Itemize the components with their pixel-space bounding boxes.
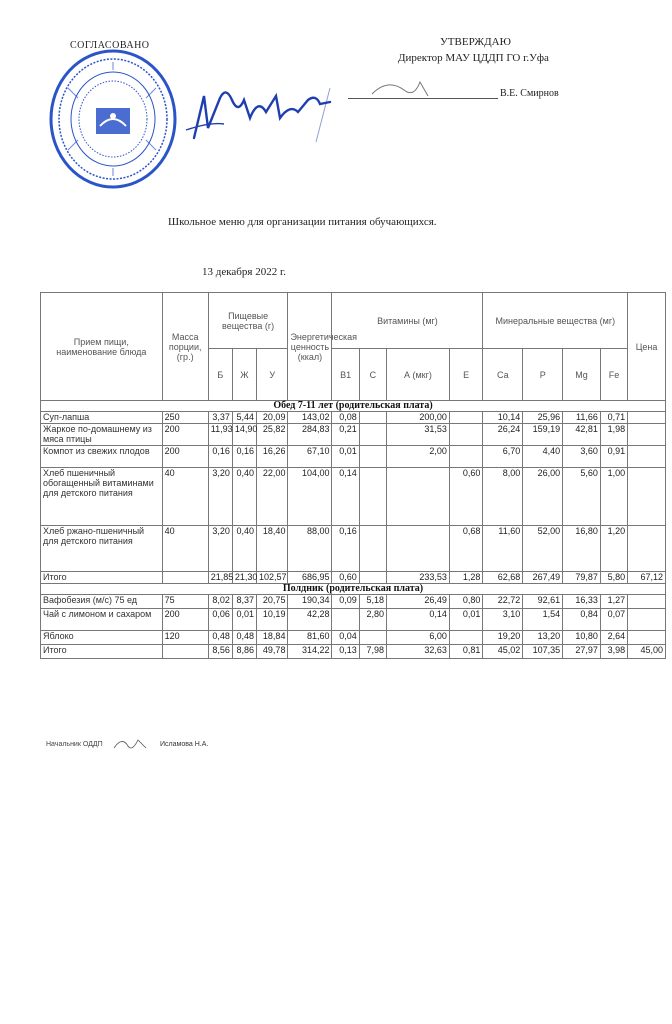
cell-price (628, 595, 666, 609)
cell-p: 4,40 (523, 446, 563, 468)
cell-fe: 1,20 (600, 526, 627, 572)
cell-fe: 2,64 (600, 631, 627, 645)
header-e: Е (449, 349, 483, 401)
footer-position: Начальник ОДДП (46, 741, 103, 748)
cell-u: 49,78 (256, 645, 287, 659)
approve-label: УТВЕРЖДАЮ (440, 36, 511, 48)
cell-a: 31,53 (386, 424, 449, 446)
cell-energy: 104,00 (288, 468, 332, 526)
footer-signature-icon (112, 734, 156, 752)
cell-ca: 8,00 (483, 468, 523, 526)
header-energy: Энергетическая ценность (ккал) (288, 293, 332, 401)
cell-mg: 16,33 (563, 595, 601, 609)
menu-table-body (41, 401, 666, 659)
header-fe: Fe (600, 349, 627, 401)
cell-energy: 81,60 (288, 631, 332, 645)
cell-p: 159,19 (523, 424, 563, 446)
cell-b: 3,20 (208, 526, 232, 572)
approve-position: Директор МАУ ЦДДП ГО г.Уфа (398, 52, 549, 64)
dish-name: Суп-лапша (41, 412, 163, 424)
cell-u: 18,40 (256, 526, 287, 572)
cell-a: 233,53 (386, 572, 449, 584)
table-row (41, 609, 666, 631)
cell-zh: 0,40 (232, 468, 256, 526)
cell-e: 0,60 (449, 468, 483, 526)
cell-p: 26,00 (523, 468, 563, 526)
cell-b1: 0,01 (332, 446, 359, 468)
dish-name: Итого (41, 572, 163, 584)
cell-zh: 14,90 (232, 424, 256, 446)
cell-price (628, 631, 666, 645)
header-zh: Ж (232, 349, 256, 401)
cell-u: 25,82 (256, 424, 287, 446)
footer-name: Исламова Н.А. (160, 741, 209, 748)
cell-c: 5,18 (359, 595, 386, 609)
cell-c (359, 424, 386, 446)
header-a: А (мкг) (386, 349, 449, 401)
cell-mg: 5,60 (563, 468, 601, 526)
cell-u: 10,19 (256, 609, 287, 631)
cell-b: 11,93 (208, 424, 232, 446)
cell-mg: 0,84 (563, 609, 601, 631)
cell-ca: 22,72 (483, 595, 523, 609)
signature-line (348, 98, 498, 99)
table-row (41, 446, 666, 468)
page-title: Школьное меню для организации питания обучающихся. (168, 216, 437, 228)
cell-p: 25,96 (523, 412, 563, 424)
cell-mg: 79,87 (563, 572, 601, 584)
cell-price (628, 609, 666, 631)
cell-fe: 5,80 (600, 572, 627, 584)
dish-name: Итого (41, 645, 163, 659)
cell-fe: 0,91 (600, 446, 627, 468)
table-row (41, 412, 666, 424)
signature-right-icon (368, 72, 448, 100)
cell-e (449, 412, 483, 424)
cell-ca: 6,70 (483, 446, 523, 468)
cell-zh: 8,86 (232, 645, 256, 659)
cell-energy: 686,95 (288, 572, 332, 584)
cell-e: 0,01 (449, 609, 483, 631)
cell-mass: 75 (162, 595, 208, 609)
cell-b: 0,06 (208, 609, 232, 631)
cell-p: 92,61 (523, 595, 563, 609)
cell-e (449, 446, 483, 468)
cell-b1: 0,13 (332, 645, 359, 659)
cell-a (386, 526, 449, 572)
cell-mass (162, 645, 208, 659)
cell-a: 6,00 (386, 631, 449, 645)
cell-energy: 67,10 (288, 446, 332, 468)
cell-c (359, 572, 386, 584)
header-mg: Mg (563, 349, 601, 401)
cell-zh: 0,16 (232, 446, 256, 468)
cell-zh: 8,37 (232, 595, 256, 609)
cell-a: 200,00 (386, 412, 449, 424)
cell-b1: 0,14 (332, 468, 359, 526)
cell-c (359, 446, 386, 468)
header-minerals: Минеральные вещества (мг) (483, 293, 628, 349)
section-title: Полдник (родительская плата) (41, 584, 666, 595)
cell-u: 20,09 (256, 412, 287, 424)
section-row (41, 584, 666, 595)
cell-price (628, 424, 666, 446)
cell-u: 16,26 (256, 446, 287, 468)
header-mass: Масса порции, (гр.) (162, 293, 208, 401)
cell-e: 1,28 (449, 572, 483, 584)
table-row (41, 595, 666, 609)
cell-fe: 1,27 (600, 595, 627, 609)
signature-left-icon (180, 78, 350, 148)
cell-c (359, 468, 386, 526)
section-title: Обед 7-11 лет (родительская плата) (41, 401, 666, 412)
section-row (41, 401, 666, 412)
cell-mass: 200 (162, 446, 208, 468)
dish-name: Яблоко (41, 631, 163, 645)
cell-mass: 200 (162, 424, 208, 446)
cell-b: 3,37 (208, 412, 232, 424)
cell-p: 267,49 (523, 572, 563, 584)
header-u: У (256, 349, 287, 401)
cell-c (359, 412, 386, 424)
cell-energy: 42,28 (288, 609, 332, 631)
cell-e: 0,68 (449, 526, 483, 572)
header-b1: B1 (332, 349, 359, 401)
table-row (41, 631, 666, 645)
cell-b: 8,02 (208, 595, 232, 609)
cell-mg: 11,66 (563, 412, 601, 424)
header-meal: Прием пищи, наименование блюда (41, 293, 163, 401)
cell-p: 1,54 (523, 609, 563, 631)
cell-e (449, 631, 483, 645)
cell-p: 107,35 (523, 645, 563, 659)
cell-mg: 10,80 (563, 631, 601, 645)
agreed-label: СОГЛАСОВАНО (70, 40, 150, 51)
cell-ca: 45,02 (483, 645, 523, 659)
cell-b1: 0,09 (332, 595, 359, 609)
cell-mg: 16,80 (563, 526, 601, 572)
header-nutrients: Пищевые вещества (г) (208, 293, 288, 349)
dish-name: Жаркое по-домашнему из мяса птицы (41, 424, 163, 446)
cell-mg: 3,60 (563, 446, 601, 468)
cell-mg: 42,81 (563, 424, 601, 446)
header-p: Р (523, 349, 563, 401)
cell-price (628, 412, 666, 424)
cell-c: 7,98 (359, 645, 386, 659)
cell-u: 18,84 (256, 631, 287, 645)
cell-a: 2,00 (386, 446, 449, 468)
cell-mass (162, 572, 208, 584)
cell-e: 0,80 (449, 595, 483, 609)
cell-mass: 40 (162, 526, 208, 572)
cell-e (449, 424, 483, 446)
cell-b1 (332, 609, 359, 631)
cell-price (628, 468, 666, 526)
cell-price: 45,00 (628, 645, 666, 659)
cell-fe: 1,98 (600, 424, 627, 446)
cell-energy: 88,00 (288, 526, 332, 572)
dish-name: Компот из свежих плодов (41, 446, 163, 468)
dish-name: Хлеб ржано-пшеничный для детского питания (41, 526, 163, 572)
cell-b1: 0,60 (332, 572, 359, 584)
cell-energy: 190,34 (288, 595, 332, 609)
cell-u: 102,57 (256, 572, 287, 584)
approve-name: В.Е. Смирнов (500, 88, 559, 99)
cell-zh: 0,01 (232, 609, 256, 631)
cell-price (628, 526, 666, 572)
cell-b: 0,16 (208, 446, 232, 468)
cell-fe: 1,00 (600, 468, 627, 526)
cell-mg: 27,97 (563, 645, 601, 659)
cell-b: 8,56 (208, 645, 232, 659)
cell-energy: 143,02 (288, 412, 332, 424)
cell-fe: 0,71 (600, 412, 627, 424)
cell-b1: 0,16 (332, 526, 359, 572)
cell-mass: 40 (162, 468, 208, 526)
cell-ca: 19,20 (483, 631, 523, 645)
cell-b1: 0,08 (332, 412, 359, 424)
dish-name: Вафобезия (м/с) 75 ед (41, 595, 163, 609)
cell-ca: 11,60 (483, 526, 523, 572)
cell-a (386, 468, 449, 526)
cell-u: 22,00 (256, 468, 287, 526)
cell-mass: 120 (162, 631, 208, 645)
cell-c: 2,80 (359, 609, 386, 631)
cell-ca: 10,14 (483, 412, 523, 424)
cell-fe: 3,98 (600, 645, 627, 659)
cell-price (628, 446, 666, 468)
cell-b: 3,20 (208, 468, 232, 526)
cell-zh: 5,44 (232, 412, 256, 424)
official-seal-icon (48, 48, 178, 190)
cell-c (359, 631, 386, 645)
header-vitamins: Витамины (мг) (332, 293, 483, 349)
cell-c (359, 526, 386, 572)
cell-price: 67,12 (628, 572, 666, 584)
dish-name: Чай с лимоном и сахаром (41, 609, 163, 631)
cell-zh: 0,40 (232, 526, 256, 572)
table-row (41, 572, 666, 584)
cell-energy: 284,83 (288, 424, 332, 446)
header-ca: Са (483, 349, 523, 401)
cell-a: 32,63 (386, 645, 449, 659)
cell-b1: 0,21 (332, 424, 359, 446)
cell-zh: 21,30 (232, 572, 256, 584)
cell-u: 20,75 (256, 595, 287, 609)
table-row (41, 468, 666, 526)
menu-table (40, 292, 666, 659)
cell-e: 0,81 (449, 645, 483, 659)
cell-ca: 26,24 (483, 424, 523, 446)
cell-p: 52,00 (523, 526, 563, 572)
cell-zh: 0,48 (232, 631, 256, 645)
cell-energy: 314,22 (288, 645, 332, 659)
cell-b1: 0,04 (332, 631, 359, 645)
cell-fe: 0,07 (600, 609, 627, 631)
cell-b: 0,48 (208, 631, 232, 645)
menu-date: 13 декабря 2022 г. (202, 266, 286, 278)
table-row (41, 645, 666, 659)
header-b: Б (208, 349, 232, 401)
cell-p: 13,20 (523, 631, 563, 645)
table-row (41, 526, 666, 572)
table-row (41, 424, 666, 446)
cell-a: 26,49 (386, 595, 449, 609)
cell-ca: 62,68 (483, 572, 523, 584)
cell-mass: 200 (162, 609, 208, 631)
header-c: C (359, 349, 386, 401)
cell-a: 0,14 (386, 609, 449, 631)
header-price: Цена (628, 293, 666, 401)
cell-b: 21,85 (208, 572, 232, 584)
cell-mass: 250 (162, 412, 208, 424)
dish-name: Хлеб пшеничный обогащенный витаминами для детского питания (41, 468, 163, 526)
cell-ca: 3,10 (483, 609, 523, 631)
